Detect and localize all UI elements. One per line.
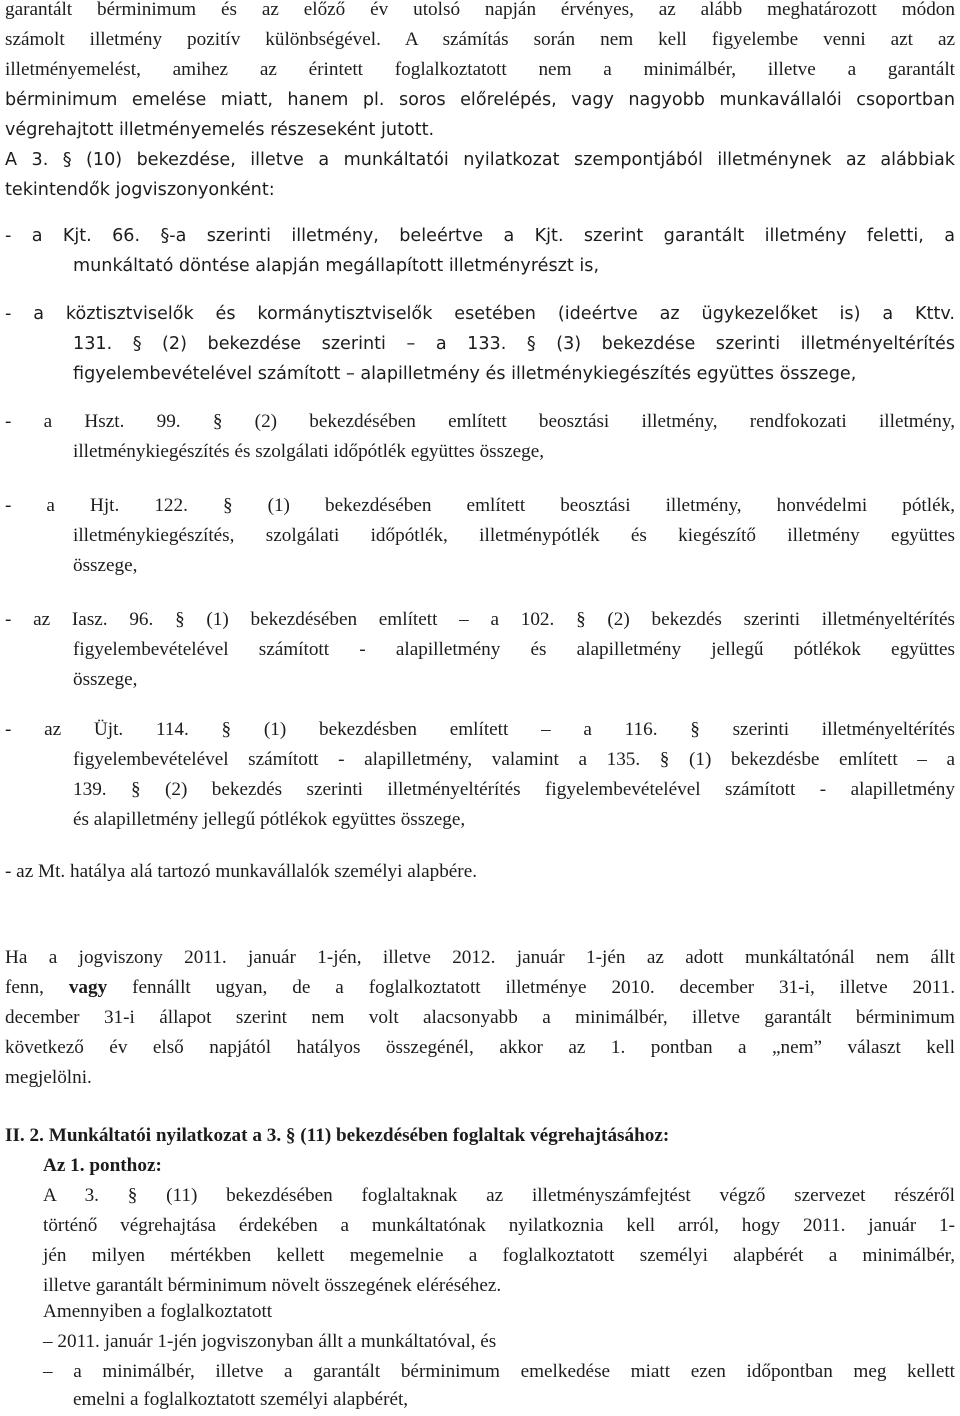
text-line: illetményemelést, amihez az érintett foglalkoztatott nem a minimálbér, illetve a garantált: [5, 59, 955, 80]
list-item-continuation: illetménykiegészítés és szolgálati időpótlék együttes összege,: [73, 441, 545, 462]
text-line: következő év első napjától hatályos összegénél, akkor az 1. pontban a „nem” választ kell: [5, 1037, 955, 1058]
list-item: - a Hjt. 122. § (1) bekezdésében említett beosztási illetmény, honvédelmi pótlék,: [5, 495, 955, 516]
text-line: A 3. § (10) bekezdése, illetve a munkáltatói nyilatkozat szempontjából illetménynek az alábbiak: [5, 150, 955, 170]
text-line: illetve garantált bérminimum növelt összegének eléréséhez.: [43, 1275, 502, 1296]
list-item: - a Kjt. 66. §-a szerinti illetmény, beleértve a Kjt. szerint garantált illetmény feletti, a: [5, 226, 955, 246]
section-heading: II. 2. Munkáltatói nyilatkozat a 3. § (11) bekezdésében foglaltak végrehajtásához:: [5, 1125, 670, 1146]
list-item-continuation: illetménykiegészítés, szolgálati időpótlék, illetménypótlék és kiegészítő illetmény együttes: [73, 525, 955, 546]
list-item: - az Üjt. 114. § (1) bekezdésben említett – a 116. § szerinti illetményeltérítés: [5, 719, 955, 740]
section-subheading: Az 1. ponthoz:: [43, 1155, 162, 1176]
dash-item: – 2011. január 1-jén jogviszonyban állt a munkáltatóval, és: [43, 1331, 497, 1352]
dash-item-continuation: emelni a foglalkoztatott személyi alapbérét,: [73, 1389, 409, 1410]
text-fragment: fenn,: [5, 977, 69, 998]
list-item-continuation: összege,: [73, 669, 138, 690]
text-line: Amennyiben a foglalkoztatott: [43, 1301, 273, 1322]
list-item-continuation: 139. § (2) bekezdés szerinti illetményeltérítés figyelembevételével számított - alapilletmény: [73, 779, 955, 800]
list-item: - a Hszt. 99. § (2) bekezdésében említett beosztási illetmény, rendfokozati illetmény,: [5, 411, 955, 432]
dash-item: – a minimálbér, illetve a garantált bérminimum emelkedése miatt ezen időpontban meg kellett: [43, 1361, 955, 1382]
text-line: december 31-i állapot szerint nem volt alacsonyabb a minimálbér, illetve garantált bérminimum: [5, 1007, 955, 1028]
text-line: bérminimum emelése miatt, hanem pl. soros előrelépés, vagy nagyobb munkavállalói csoportban: [5, 90, 955, 110]
list-item-continuation: összege,: [73, 555, 138, 576]
text-line: tekintendők jogviszonyonként:: [5, 180, 275, 200]
text-line: megjelölni.: [5, 1067, 92, 1088]
text-line: [5, 974, 955, 1002]
list-item: - az Mt. hatálya alá tartozó munkavállalók személyi alapbére.: [5, 861, 478, 882]
list-item-continuation: figyelembevételével számított - alapilletmény, valamint a 135. § (1) bekezdésbe említett – a: [73, 749, 955, 770]
emphasis-vagy: vagy: [68, 977, 108, 998]
list-item-continuation: munkáltató döntése alapján megállapított illetményrészt is,: [73, 256, 600, 276]
text-fragment: fennállt ugyan, de a foglalkoztatott illetménye 2010. december 31-i, illetve 2011.: [107, 977, 956, 998]
text-line: végrehajtott illetményemelés részeseként jutott.: [5, 120, 435, 140]
text-line: Ha a jogviszony 2011. január 1-jén, illetve 2012. január 1-jén az adott munkáltatónál nem állt: [5, 947, 955, 968]
text-line: történő végrehajtása érdekében a munkáltatónak nyilatkoznia kell arról, hogy 2011. január 1-: [43, 1215, 955, 1236]
text-line: számolt illetmény pozitív különbségével. A számítás során nem kell figyelembe venni azt az: [5, 29, 955, 50]
text-line: garantált bérminimum és az előző év utolsó napján érvényes, az alább meghatározott módon: [5, 0, 955, 20]
text-line: jén milyen mértékben kellett megemelnie a foglalkoztatott személyi alapbérét a minimálbér,: [43, 1245, 955, 1266]
list-item-continuation: figyelembevételével számított – alapilletmény és illetménykiegészítés együttes összege,: [73, 364, 857, 384]
list-item: - az Iasz. 96. § (1) bekezdésében említett – a 102. § (2) bekezdés szerinti illetményeltérítés: [5, 609, 955, 630]
list-item-continuation: figyelembevételével számított - alapilletmény és alapilletmény jellegű pótlékok együttes: [73, 639, 955, 660]
list-item-continuation: 131. § (2) bekezdése szerinti – a 133. § (3) bekezdése szerinti illetményeltérítés: [73, 334, 955, 354]
text-line: A 3. § (11) bekezdésében foglaltaknak az illetményszámfejtést végző szervezet részéről: [43, 1185, 955, 1206]
list-item: - a köztisztviselők és kormánytisztviselők esetében (ideértve az ügykezelőket is) a Kttv.: [5, 304, 955, 324]
list-item-continuation: és alapilletmény jellegű pótlékok együttes összege,: [73, 809, 466, 830]
